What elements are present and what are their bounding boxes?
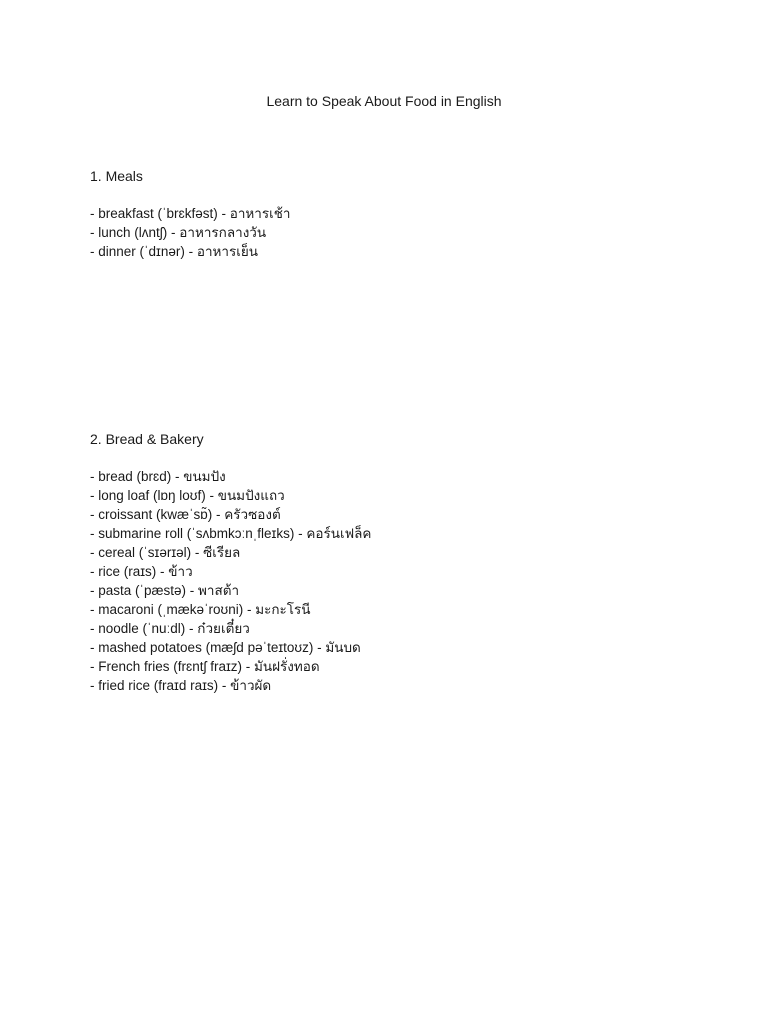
section-bread-bakery [90, 430, 710, 695]
list-item: - croissant (kwæˈsɒ̃) - ครัวซองต์ [90, 507, 281, 522]
list-item: - fried rice (fraɪd raɪs) - ข้าวผัด [90, 678, 272, 693]
list-item: - long loaf (lɒŋ loʊf) - ขนมปังแถว [90, 488, 285, 503]
list-item: - rice (raɪs) - ข้าว [90, 564, 193, 579]
list-item: - lunch (lʌntʃ) - อาหารกลางวัน [90, 225, 267, 240]
list-item: - bread (brɛd) - ขนมปัง [90, 469, 226, 484]
document-title: Learn to Speak About Food in English [266, 93, 502, 109]
list-item: - macaroni (ˌmækəˈroʊni) - มะกะโรนี [90, 602, 311, 617]
list-item: - dinner (ˈdɪnər) - อาหารเย็น [90, 244, 259, 259]
list-item: - submarine roll (ˈsʌbmkɔːnˌfleɪks) - คอร์นเฟล็ค [90, 526, 372, 541]
section-meals [90, 167, 710, 261]
list-item: - mashed potatoes (mæʃd pəˈteɪtoʊz) - มันบด [90, 640, 361, 655]
list-item: - breakfast (ˈbrɛkfəst) - อาหารเช้า [90, 206, 291, 221]
section-heading-meals: 1. Meals [90, 168, 143, 184]
list-item: - pasta (ˈpæstə) - พาสต้า [90, 583, 240, 598]
list-item: - French fries (frɛntʃ fraɪz) - มันฝรั่งทอด [90, 659, 320, 674]
list-item: - noodle (ˈnuːdl) - ก๋วยเตี๋ยว [90, 621, 250, 636]
section-heading-bread-bakery: 2. Bread & Bakery [90, 431, 204, 447]
list-item: - cereal (ˈsɪərɪəl) - ซีเรียล [90, 545, 241, 560]
meals-list [90, 204, 710, 261]
bread-bakery-list [90, 467, 710, 695]
